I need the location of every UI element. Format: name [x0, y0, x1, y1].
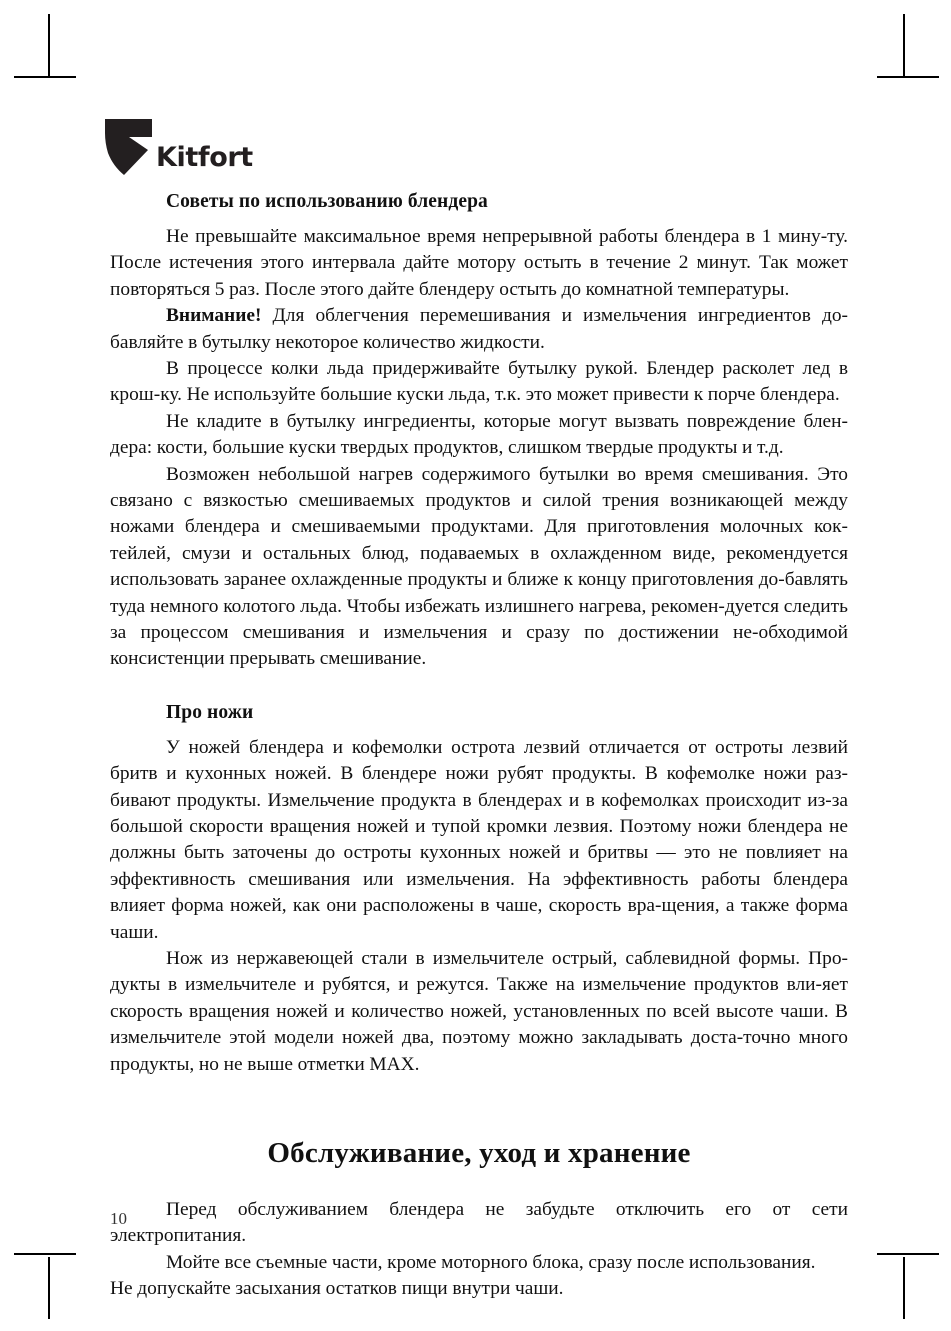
crop-mark-bottom-left-horizontal [14, 1253, 76, 1255]
crop-mark-top-left-horizontal [14, 76, 76, 78]
page-content [110, 190, 848, 1303]
paragraph-attention-liquid [110, 303, 848, 356]
crop-mark-bottom-right-vertical [903, 1257, 905, 1319]
section-heading-about-blades: Про ножи [166, 701, 254, 723]
paragraph-heating-warning: Возможен небольшой нагрев содержимого бутылки во время смешивания. Это связано с вязкостью смешиваемых продуктов и силой трения возникающей между ножами блендера и смешиваемыми продуктами. Для приготовления молочных кок-тейлей, смузи и остальных блюд, подаваемых в охлажденном виде, рекомендуется использовать заранее охлажденные продукты и ближе к концу приготовления до-бавлять туда немного колотого льда. Чтобы избежать излишнего нагрева, рекомен-дуется следить за процессом смешивания и измельчения и сразу по достижении не-обходимой консистенции прерывать смешивание. [110, 463, 848, 670]
paragraph-chopper-blade: Нож из нержавеющей стали в измельчителе острый, саблевидной формы. Про-дукты в измельчителе и рубятся, и режутся. Также на измельчение продуктов вли-яет скорость вращения ножей и количество ножей, установленных по всей высоте чаши. В измельчителе этой модели ножей два, поэтому можно закладывать доста-точно много продукты, но не выше отметки MAX. [110, 948, 848, 1075]
crop-mark-top-right-horizontal [877, 76, 939, 78]
crop-mark-top-right-vertical [903, 14, 905, 76]
paragraph-unplug-before-service: Перед обслуживанием блендера не забудьте отключить его от сети электропитания. [110, 1198, 848, 1247]
crop-mark-bottom-right-horizontal [877, 1253, 939, 1255]
kitfort-flag-logo-icon [105, 119, 152, 176]
brand-logo [105, 118, 253, 176]
paragraph-ice-crushing: В процессе колки льда придерживайте бутылку рукой. Блендер расколет лед в крош-ку. Не используйте большие куски льда, т.к. это может привести к порче блендера. [110, 357, 848, 406]
paragraph-wash-removable-parts: Мойте все съемные части, кроме моторного блока, сразу после использования. [166, 1251, 816, 1273]
paragraph-blade-sharpness: У ножей блендера и кофемолки острота лезвий отличается от остроты лезвий бритв и кухонных ножей. В блендере ножи рубят продукты. В кофемолке ножи раз-бивают продукты. Измельчение продукта в блендерах и в кофемолках происходит из-за большой скорости вращения ножей и тупой кромки лезвия. Поэтому ножи блендера не должны быть заточены до остроты кухонных ножей и бритвы — это не повлияет на эффективность смешивания или измельчения. На эффективность работы блендера влияет форма ножей, как они расположены в чаше, скорость вра-щения, а также форма чаши. [110, 736, 848, 943]
chapter-title-maintenance: Обслуживание, уход и хранение [267, 1137, 691, 1170]
attention-label: Внимание! [166, 305, 262, 327]
brand-wordmark: Kitfort [156, 142, 253, 173]
section-heading-blender-tips: Советы по использованию блендера [166, 191, 488, 212]
paragraph-no-dried-food: Не допускайте засыхания остатков пищи внутри чаши. [110, 1278, 564, 1300]
page-number: 10 [110, 1209, 127, 1228]
crop-mark-bottom-left-vertical [48, 1257, 50, 1319]
paragraph-forbidden-ingredients: Не кладите в бутылку ингредиенты, которые могут вызвать повреждение блен-дера: кости, большие куски твердых продуктов, слишком твердые продукты и т.д. [110, 410, 848, 459]
crop-mark-top-left-vertical [48, 14, 50, 76]
paragraph-max-runtime: Не превышайте максимальное время непрерывной работы блендера в 1 мину-ту. После истечения этого интервала дайте мотору остыть в течение 2 минут. Так может повторяться 5 раз. После этого дайте блендеру остыть до комнатной температуры. [110, 225, 848, 300]
attention-text: Для облегчения перемешивания и измельчения ингредиентов до-бавляйте в бутылку некоторое количество жидкости. [110, 305, 848, 353]
